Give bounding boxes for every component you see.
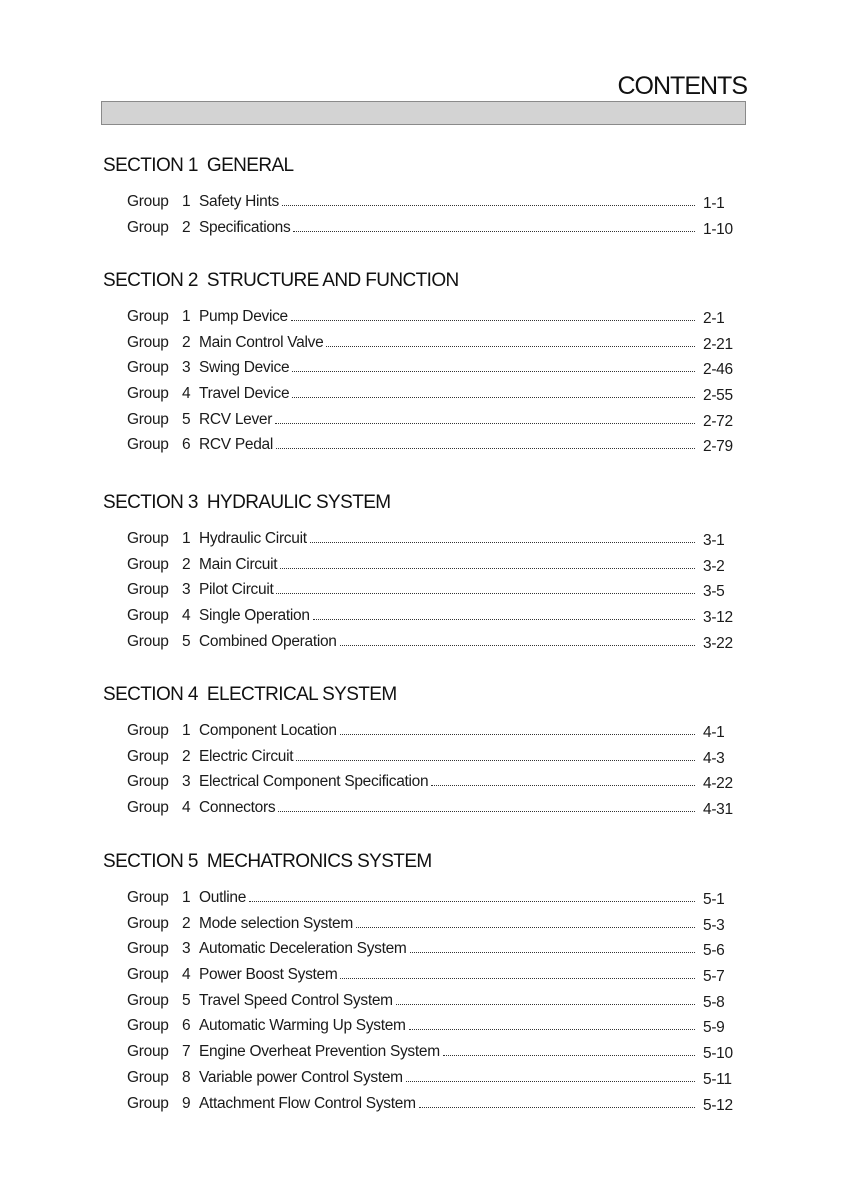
toc-entry[interactable] — [103, 359, 743, 385]
section-heading — [103, 488, 743, 518]
dot-leader — [280, 568, 695, 569]
group-label: Group — [127, 773, 169, 791]
section-3 — [103, 488, 743, 658]
group-label: Group — [127, 1017, 169, 1035]
group-number: 3 — [182, 773, 191, 791]
page-number: 4-22 — [703, 775, 733, 793]
toc-entry[interactable] — [103, 940, 743, 966]
page-number: 1-10 — [703, 220, 733, 238]
group-label: Group — [127, 722, 169, 739]
dot-leader — [340, 978, 695, 979]
page-number: 5-10 — [703, 1045, 733, 1063]
page-number: 3-12 — [703, 609, 733, 627]
group-number: 6 — [182, 1017, 191, 1035]
section-number: SECTION 1 — [103, 155, 198, 176]
group-number: 1 — [182, 193, 191, 210]
group-number: 2 — [182, 333, 191, 351]
section-name: GENERAL — [206, 155, 294, 176]
group-title: Connectors — [199, 799, 276, 817]
toc-entry[interactable] — [103, 436, 743, 462]
group-title: Component Location — [199, 722, 337, 739]
group-number: 2 — [182, 555, 191, 573]
toc-entry[interactable] — [103, 193, 743, 219]
group-label: Group — [127, 914, 169, 932]
page-number: 2-79 — [703, 438, 733, 456]
toc-entry[interactable] — [103, 748, 743, 774]
dot-leader — [293, 231, 695, 232]
dot-leader — [326, 346, 695, 347]
page-number: 2-1 — [703, 310, 725, 327]
group-title: Automatic Deceleration System — [199, 940, 407, 958]
group-number: 3 — [182, 581, 191, 599]
toc-entry[interactable] — [103, 1017, 743, 1043]
toc-entry[interactable] — [103, 219, 743, 245]
group-label: Group — [127, 889, 169, 906]
group-label: Group — [127, 410, 169, 428]
section-entries — [103, 889, 743, 1120]
group-title: Automatic Warming Up System — [199, 1017, 406, 1035]
toc-entry[interactable] — [103, 411, 743, 437]
group-title: Engine Overheat Prevention System — [199, 1043, 440, 1061]
toc-entry[interactable] — [103, 385, 743, 411]
group-label: Group — [127, 359, 169, 377]
group-label: Group — [127, 436, 169, 454]
group-number: 3 — [182, 940, 191, 958]
group-label: Group — [127, 632, 169, 650]
section-heading — [103, 680, 743, 710]
group-number: 2 — [182, 747, 191, 765]
group-number: 6 — [182, 436, 191, 454]
section-name: ELECTRICAL SYSTEM — [206, 684, 397, 705]
section-heading — [103, 151, 743, 181]
section-name: STRUCTURE AND FUNCTION — [206, 270, 459, 291]
group-title: Single Operation — [199, 607, 310, 625]
group-number: 9 — [182, 1094, 191, 1112]
dot-leader — [396, 1004, 695, 1005]
dot-leader — [276, 448, 695, 449]
toc-entry[interactable] — [103, 966, 743, 992]
group-title: Safety Hints — [199, 193, 279, 210]
page-number: 5-6 — [703, 942, 725, 960]
group-title: Outline — [199, 889, 247, 906]
dot-leader — [310, 542, 695, 543]
dot-leader — [406, 1081, 695, 1082]
toc-entry[interactable] — [103, 530, 743, 556]
section-4 — [103, 680, 743, 825]
page-number: 5-1 — [703, 891, 725, 908]
page-number: 2-46 — [703, 361, 733, 379]
group-label: Group — [127, 308, 169, 325]
dot-leader — [443, 1055, 695, 1056]
group-title: Main Control Valve — [199, 333, 324, 351]
dot-leader — [275, 423, 695, 424]
page-number: 2-55 — [703, 387, 733, 405]
page-number: 2-72 — [703, 412, 733, 430]
group-title: RCV Pedal — [199, 436, 273, 454]
dot-leader — [356, 927, 695, 928]
page-number: 1-1 — [703, 195, 725, 212]
dot-leader — [410, 952, 695, 953]
group-number: 8 — [182, 1068, 191, 1086]
toc-entry[interactable] — [103, 722, 743, 748]
group-title: Combined Operation — [199, 632, 337, 650]
toc-entry[interactable] — [103, 607, 743, 633]
group-number: 1 — [182, 889, 191, 906]
group-number: 3 — [182, 359, 191, 377]
toc-entry[interactable] — [103, 992, 743, 1018]
group-label: Group — [127, 991, 169, 1009]
toc-entry[interactable] — [103, 1069, 743, 1095]
section-heading — [103, 847, 743, 877]
group-label: Group — [127, 581, 169, 599]
group-number: 4 — [182, 385, 191, 403]
dot-leader — [291, 320, 695, 321]
group-number: 2 — [182, 218, 191, 236]
toc-entry[interactable] — [103, 308, 743, 334]
group-label: Group — [127, 966, 169, 984]
page-number: 3-5 — [703, 583, 725, 601]
group-label: Group — [127, 333, 169, 351]
dot-leader — [249, 901, 695, 902]
group-title: Swing Device — [199, 359, 290, 377]
group-label: Group — [127, 747, 169, 765]
dot-leader — [278, 811, 695, 812]
page-number: 4-1 — [703, 724, 725, 741]
group-title: Power Boost System — [199, 966, 338, 984]
section-entries — [103, 722, 743, 825]
group-label: Group — [127, 799, 169, 817]
toc-entry[interactable] — [103, 889, 743, 915]
page-title: CONTENTS — [617, 72, 747, 100]
group-title: Main Circuit — [199, 555, 278, 573]
group-title: Mode selection System — [199, 914, 353, 932]
dot-leader — [276, 593, 695, 594]
toc-entry[interactable] — [103, 581, 743, 607]
toc-entry[interactable] — [103, 334, 743, 360]
group-title: Variable power Control System — [199, 1068, 403, 1086]
toc-entry[interactable] — [103, 799, 743, 825]
dot-leader — [340, 645, 695, 646]
page-number: 5-7 — [703, 968, 725, 986]
group-label: Group — [127, 1094, 169, 1112]
group-label: Group — [127, 1043, 169, 1061]
dot-leader — [340, 734, 695, 735]
dot-leader — [296, 760, 695, 761]
section-1 — [103, 151, 743, 244]
group-number: 1 — [182, 722, 191, 739]
page-number: 5-11 — [703, 1070, 732, 1088]
section-entries — [103, 308, 743, 462]
group-number: 5 — [182, 991, 191, 1009]
toc-entry[interactable] — [103, 773, 743, 799]
dot-leader — [431, 785, 695, 786]
toc-entry[interactable] — [103, 1095, 743, 1121]
group-title: Electrical Component Specification — [199, 773, 429, 791]
group-title: Pilot Circuit — [199, 581, 274, 599]
group-title: Attachment Flow Control System — [199, 1094, 416, 1112]
section-number: SECTION 5 — [103, 851, 198, 872]
section-number: SECTION 2 — [103, 270, 198, 291]
title-bar — [101, 101, 746, 125]
toc-entry[interactable] — [103, 633, 743, 659]
group-number: 2 — [182, 914, 191, 932]
page-number: 5-9 — [703, 1019, 725, 1037]
group-title: Electric Circuit — [199, 747, 294, 765]
group-title: Travel Device — [199, 385, 290, 403]
dot-leader — [409, 1029, 695, 1030]
group-label: Group — [127, 218, 169, 236]
group-label: Group — [127, 193, 169, 210]
group-number: 7 — [182, 1043, 191, 1061]
group-number: 5 — [182, 632, 191, 650]
group-label: Group — [127, 1068, 169, 1086]
section-number: SECTION 3 — [103, 492, 198, 513]
group-title: Travel Speed Control System — [199, 991, 393, 1009]
section-heading — [103, 266, 743, 296]
dot-leader — [419, 1107, 695, 1108]
toc-entry[interactable] — [103, 556, 743, 582]
dot-leader — [313, 619, 695, 620]
page-number: 3-2 — [703, 557, 725, 575]
section-name: HYDRAULIC SYSTEM — [206, 492, 391, 513]
group-label: Group — [127, 385, 169, 403]
group-label: Group — [127, 530, 169, 547]
section-2 — [103, 266, 743, 462]
section-name: MECHATRONICS SYSTEM — [206, 851, 432, 872]
section-5 — [103, 847, 743, 1120]
page-number: 3-1 — [703, 532, 725, 549]
group-number: 4 — [182, 607, 191, 625]
page-number: 3-22 — [703, 634, 733, 652]
group-title: RCV Lever — [199, 410, 273, 428]
group-label: Group — [127, 607, 169, 625]
group-label: Group — [127, 555, 169, 573]
section-entries — [103, 193, 743, 244]
page-number: 5-3 — [703, 916, 725, 934]
page-number: 5-12 — [703, 1096, 733, 1114]
group-number: 1 — [182, 308, 191, 325]
page-number: 4-3 — [703, 749, 725, 767]
toc-entry[interactable] — [103, 915, 743, 941]
section-entries — [103, 530, 743, 658]
group-title: Pump Device — [199, 308, 288, 325]
dot-leader — [292, 371, 695, 372]
group-number: 4 — [182, 966, 191, 984]
dot-leader — [282, 205, 695, 206]
page-number: 4-31 — [703, 801, 733, 819]
section-number: SECTION 4 — [103, 684, 198, 705]
group-number: 5 — [182, 410, 191, 428]
group-number: 1 — [182, 530, 191, 547]
group-title: Hydraulic Circuit — [199, 530, 307, 547]
page-number: 5-8 — [703, 993, 725, 1011]
page-number: 2-21 — [703, 335, 733, 353]
group-label: Group — [127, 940, 169, 958]
group-number: 4 — [182, 799, 191, 817]
dot-leader — [292, 397, 695, 398]
group-title: Specifications — [199, 218, 291, 236]
toc-entry[interactable] — [103, 1043, 743, 1069]
